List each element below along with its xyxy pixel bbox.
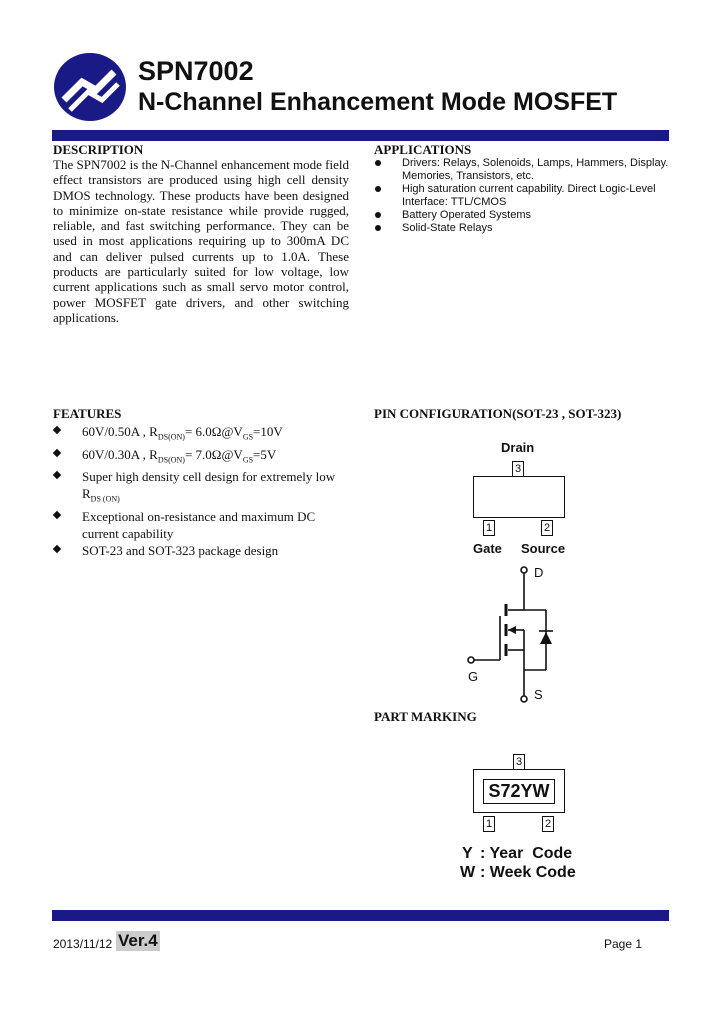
list-item — [374, 209, 674, 222]
source-label: Source — [521, 541, 566, 556]
part-marking-heading: PART MARKING — [374, 709, 477, 724]
description-paragraph: The SPN7002 is the N-Channel enhancement mode field effect transistors are produced using high cell density DMOS technology. These products have been designed to minimize on-state resistance while provide rugged, reliable, and fast switching performance. They can be used in most applications requiring up to 300mA DC and can deliver pulsed currents up to 1.0A. These products are particularly suited for low voltage, low current applications such as small servo motor control, power MOSFET gate drivers, and other switching applications. — [53, 157, 349, 325]
feature-subscript: GS — [242, 455, 254, 465]
year-letter: Y — [462, 845, 473, 862]
list-item — [53, 468, 353, 508]
feature-subscript: DS(ON) — [157, 455, 185, 465]
feature-text: =10V — [253, 424, 283, 439]
description-text — [53, 157, 349, 325]
bullet-icon — [375, 186, 381, 192]
week-letter: W — [460, 864, 476, 881]
feature-subscript: DS (ON) — [90, 494, 120, 504]
application-text: Drivers: Relays, Solenoids, Lamps, Hammers, Display. Memories, Transistors, etc. — [402, 157, 669, 182]
pin-1-marker: 1 — [483, 520, 495, 536]
marking-code: S72YW — [483, 779, 554, 804]
schematic-d-label: D — [534, 565, 544, 580]
year-code-line — [462, 845, 572, 863]
application-text: Solid-State Relays — [402, 222, 493, 234]
drain-label: Drain — [501, 440, 535, 455]
top-divider-bar — [52, 130, 669, 141]
part-number-title: SPN7002 — [138, 56, 254, 86]
feature-subscript: GS — [242, 432, 254, 442]
description-heading: DESCRIPTION — [53, 142, 144, 157]
week-code-line — [460, 864, 576, 882]
feature-text: = 6.0Ω@V — [184, 424, 243, 439]
diamond-bullet-icon — [53, 511, 61, 519]
application-text: High saturation current capability. Direct Logic-Level Interface: TTL/CMOS — [402, 183, 656, 208]
bullet-icon — [375, 212, 381, 218]
sot23-package-outline — [473, 476, 565, 518]
feature-text: 60V/0.50A , R — [82, 424, 158, 439]
feature-text: 60V/0.30A , R — [82, 446, 158, 462]
feature-text: Exceptional on-resistance and maximum DC current capability — [82, 508, 316, 541]
version-badge: Ver.4 — [118, 931, 158, 950]
list-item — [53, 423, 353, 446]
page-number: Page 1 — [604, 937, 643, 951]
marking-pin-1: 1 — [483, 816, 495, 832]
marking-package-outline — [473, 769, 565, 813]
product-subtitle: N-Channel Enhancement Mode MOSFET — [138, 88, 618, 116]
diamond-bullet-icon — [53, 471, 61, 479]
bullet-icon — [375, 160, 381, 166]
application-text: Battery Operated Systems — [402, 209, 531, 221]
diamond-bullet-icon — [53, 545, 61, 553]
list-item — [374, 222, 674, 235]
list-item — [53, 542, 353, 559]
pin-2-marker: 2 — [541, 520, 553, 536]
diamond-bullet-icon — [53, 448, 61, 456]
applications-heading: APPLICATIONS — [374, 142, 472, 157]
feature-text: SOT-23 and SOT-323 package design — [82, 542, 279, 558]
list-item — [53, 508, 353, 542]
applications-list — [374, 157, 674, 235]
schematic-g-label: G — [468, 669, 479, 684]
schematic-s-label: S — [534, 687, 543, 702]
marking-pin-2: 2 — [542, 816, 554, 832]
features-list — [53, 423, 353, 559]
feature-subscript: DS(ON) — [157, 432, 185, 442]
revision-date: 2013/11/12 — [53, 937, 113, 951]
week-code-text: : Week Code — [480, 864, 576, 881]
bottom-divider-bar — [52, 910, 669, 921]
list-item — [374, 183, 674, 209]
pin-3-marker: 3 — [512, 461, 524, 477]
year-code-text: : Year Code — [480, 845, 573, 862]
marking-pin-3: 3 — [513, 754, 525, 770]
feature-text: Super high density cell design for extremely low R — [82, 469, 336, 502]
features-heading: FEATURES — [53, 406, 122, 421]
list-item — [53, 446, 353, 469]
bullet-icon — [375, 225, 381, 231]
list-item — [374, 157, 674, 183]
diamond-bullet-icon — [53, 426, 61, 434]
company-logo — [52, 52, 128, 122]
feature-text: =5V — [253, 446, 277, 462]
pin-config-heading: PIN CONFIGURATION(SOT-23 , SOT-323) — [374, 406, 622, 421]
feature-text: = 7.0Ω@V — [184, 446, 243, 462]
gate-label: Gate — [473, 541, 502, 556]
